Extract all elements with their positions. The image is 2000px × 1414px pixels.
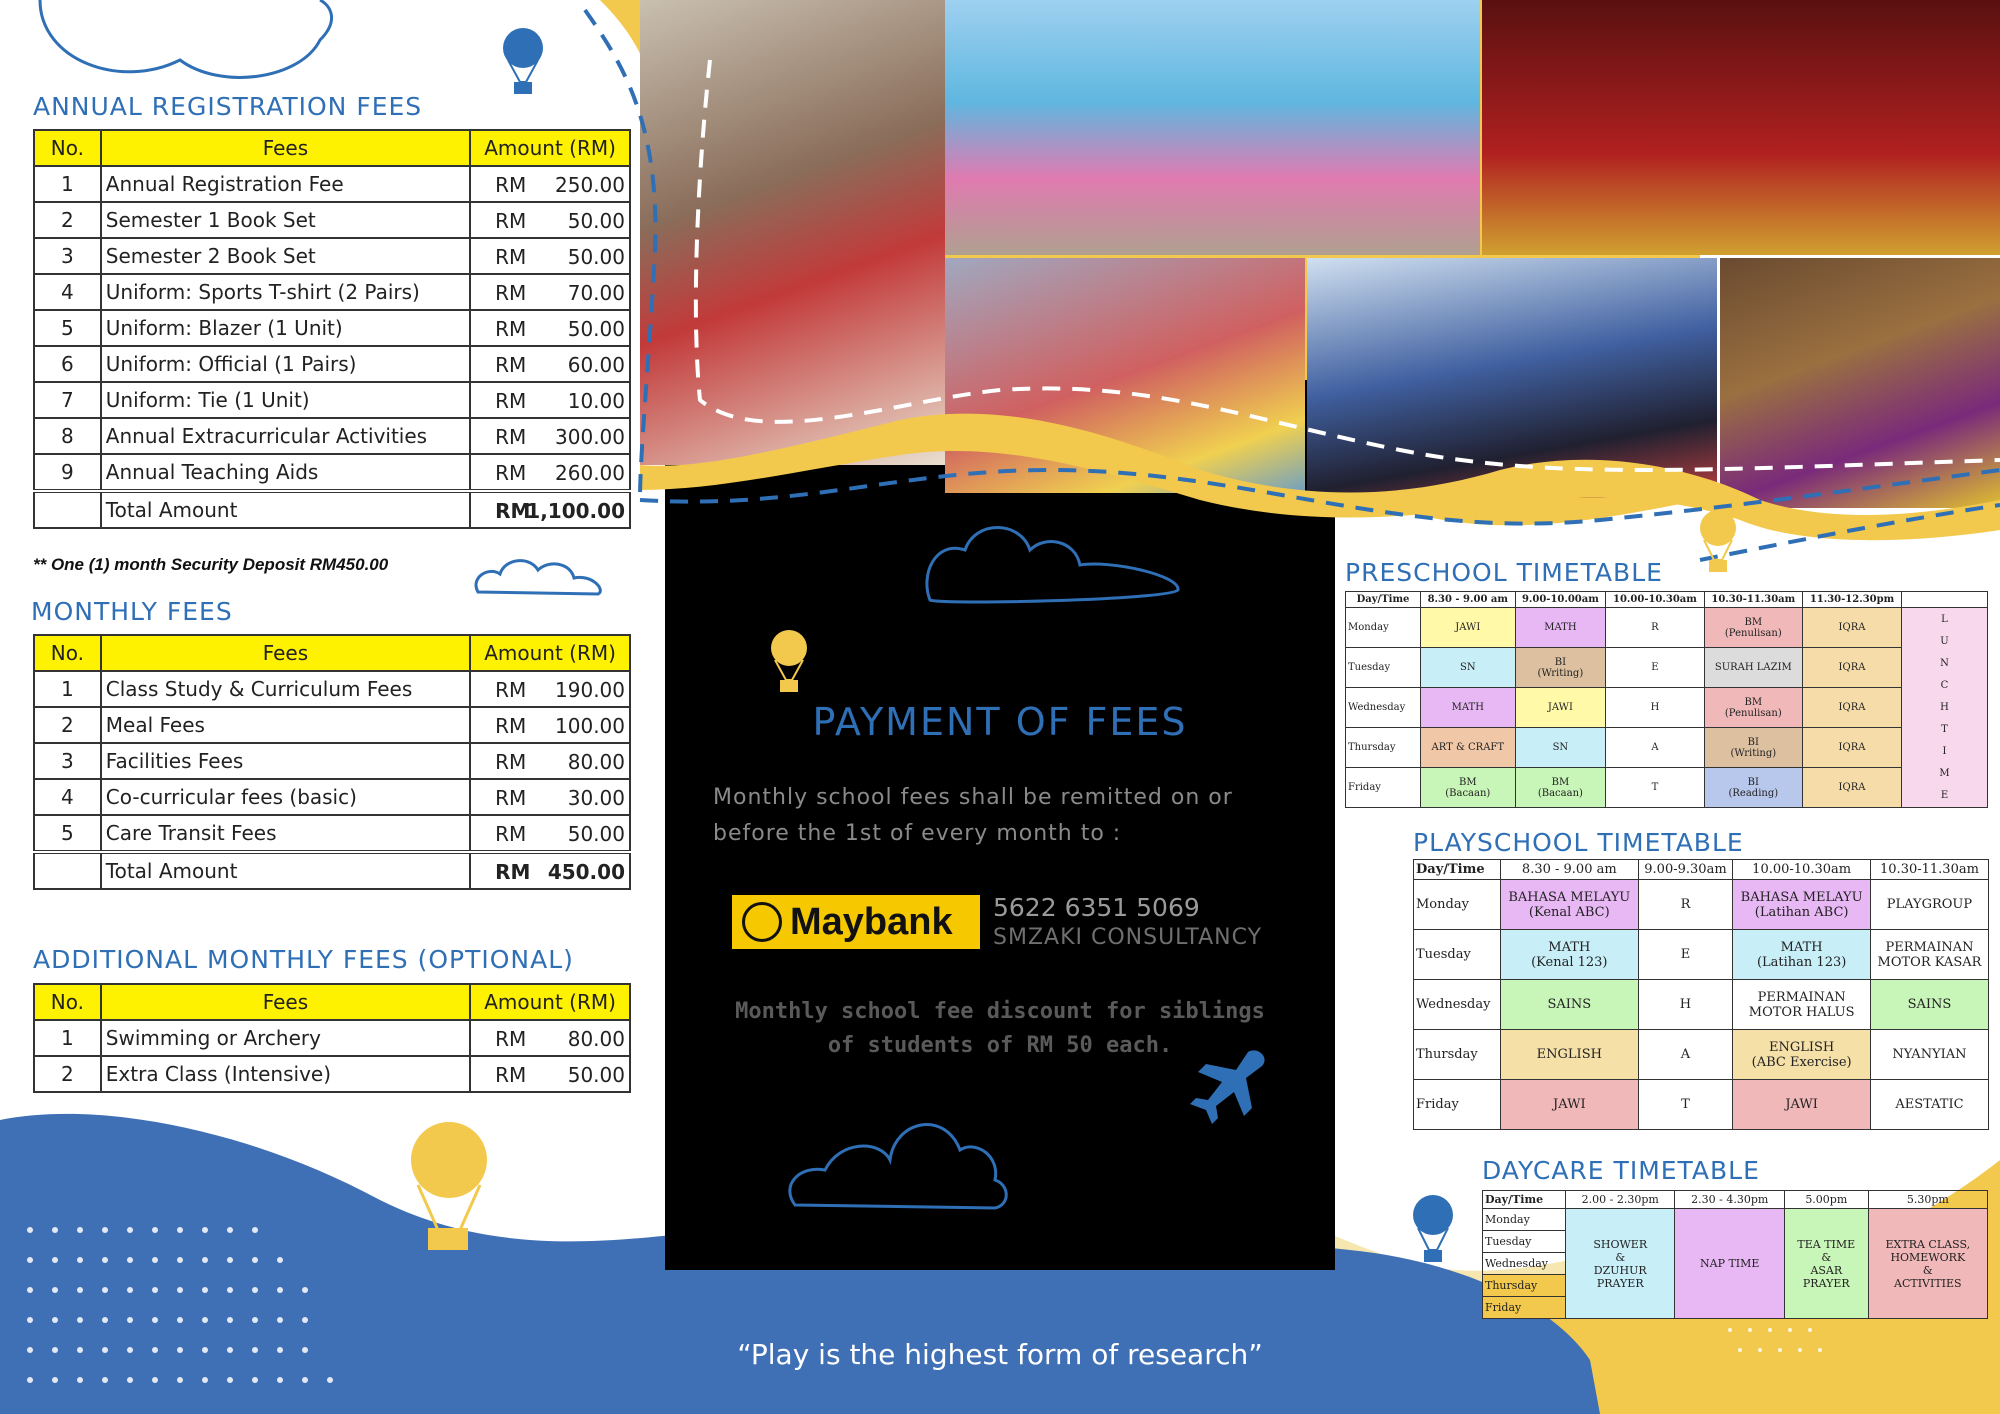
table-row (34, 454, 630, 491)
class-cell: SURAH LAZIM (1704, 648, 1802, 688)
header-fees: Fees (101, 984, 470, 1020)
class-cell: MATH (1421, 688, 1516, 728)
class-cell: A (1638, 1030, 1733, 1080)
row-number: 3 (34, 743, 101, 779)
day-label: Thursday (1483, 1275, 1566, 1297)
class-cell: E (1638, 930, 1733, 980)
row-number: 2 (34, 1056, 101, 1092)
payment-title: PAYMENT OF FEES (812, 700, 1188, 744)
quote: “Play is the highest form of research” (737, 1338, 1263, 1371)
account-holder: SMZAKI CONSULTANCY (993, 925, 1263, 950)
currency: RM (495, 1027, 527, 1051)
additional-fees-title: ADDITIONAL MONTHLY FEES (OPTIONAL) (33, 945, 574, 974)
cloud-small-left (476, 561, 600, 594)
column-header: Day/Time (1346, 592, 1421, 608)
sibling-discount: Monthly school fee discount for siblings of students of RM 50 each. (735, 999, 1265, 1058)
balloon-blue-top (503, 28, 543, 94)
column-header: Day/Time (1414, 860, 1501, 880)
day-label: Friday (1346, 768, 1421, 808)
header-amount: Amount (RM) (470, 984, 630, 1020)
bank-name: Maybank (790, 900, 953, 943)
activity-cell: EXTRA CLASS, HOMEWORK & ACTIVITIES (1868, 1209, 1987, 1319)
class-cell: IQRA (1803, 728, 1902, 768)
amount: 100.00 (555, 714, 625, 738)
daycare-title: DAYCARE TIMETABLE (1482, 1156, 1760, 1185)
class-cell: NYANYIAN (1870, 1030, 1988, 1080)
day-label: Tuesday (1483, 1231, 1566, 1253)
column-header: 2.00 - 2.30pm (1566, 1191, 1675, 1209)
row-number: 1 (34, 1020, 101, 1056)
amount: 80.00 (567, 1027, 625, 1051)
amount: 10.00 (567, 389, 625, 413)
currency: RM (495, 750, 527, 774)
column-header: 8.30 - 9.00 am (1501, 860, 1639, 880)
class-cell: R (1606, 608, 1704, 648)
currency: RM (495, 822, 527, 846)
fee-name: Annual Registration Fee (101, 166, 470, 202)
table-row (1346, 688, 1988, 728)
class-cell: H (1606, 688, 1704, 728)
activity-cell: TEA TIME & ASAR PRAYER (1784, 1209, 1868, 1319)
amount: 190.00 (555, 678, 625, 702)
table-row (34, 779, 630, 815)
balloon-yellow-big (411, 1122, 487, 1250)
tiger-icon (742, 902, 782, 942)
day-label: Monday (1414, 880, 1501, 930)
amount: 300.00 (555, 425, 625, 449)
column-header: 10.30-11.30am (1870, 860, 1988, 880)
table-row (34, 346, 630, 382)
daycare-timetable (1482, 1190, 1988, 1319)
column-header: 2.30 - 4.30pm (1675, 1191, 1784, 1209)
day-label: Monday (1483, 1209, 1566, 1231)
day-label: Friday (1483, 1297, 1566, 1319)
column-header: 5.30pm (1868, 1191, 1987, 1209)
monthly-fees-table (33, 634, 631, 890)
amount: 70.00 (567, 281, 625, 305)
class-cell: A (1606, 728, 1704, 768)
payment-instructions: Monthly school fees shall be remitted on or before the 1st of every month to : (713, 785, 1233, 846)
amount: 80.00 (567, 750, 625, 774)
header-no: No. (34, 984, 101, 1020)
header-row (1483, 1191, 1988, 1209)
total-rm: RM (495, 860, 531, 884)
additional-fees-table (33, 983, 631, 1093)
fee-name: Semester 2 Book Set (101, 238, 470, 274)
table-header-row (34, 984, 630, 1020)
amount: 250.00 (555, 173, 625, 197)
account-number: 5622 6351 5069 (993, 893, 1200, 922)
currency: RM (495, 786, 527, 810)
fee-name: Facilities Fees (101, 743, 470, 779)
day-label: Monday (1346, 608, 1421, 648)
fee-name: Uniform: Official (1 Pairs) (101, 346, 470, 382)
fee-name: Annual Extracurricular Activities (101, 418, 470, 454)
class-cell: H (1638, 980, 1733, 1030)
column-header: 10.00-10.30am (1733, 860, 1871, 880)
amount: 50.00 (567, 209, 625, 233)
class-cell: BAHASA MELAYU (Kenal ABC) (1501, 880, 1639, 930)
table-row (34, 166, 630, 202)
currency: RM (495, 245, 527, 269)
balloon-blue-bottom (1413, 1195, 1453, 1262)
total-value: 450.00 (547, 860, 625, 884)
table-row (34, 1020, 630, 1056)
monthly-fees-title: MONTHLY FEES (31, 597, 233, 626)
currency: RM (495, 425, 527, 449)
day-label: Thursday (1414, 1030, 1501, 1080)
class-cell: BI (Writing) (1515, 648, 1606, 688)
currency: RM (495, 1063, 527, 1087)
amount: 30.00 (567, 786, 625, 810)
table-header-row (34, 130, 630, 166)
class-cell: BM (Penulisan) (1704, 688, 1802, 728)
column-header: 10.00-10.30am (1606, 592, 1704, 608)
fee-name: Uniform: Tie (1 Unit) (101, 382, 470, 418)
amount: 50.00 (567, 822, 625, 846)
currency: RM (495, 461, 527, 485)
fee-name: Uniform: Blazer (1 Unit) (101, 310, 470, 346)
class-cell: BM (Bacaan) (1515, 768, 1606, 808)
row-number: 4 (34, 274, 101, 310)
currency: RM (495, 317, 527, 341)
class-cell: BM (Penulisan) (1704, 608, 1802, 648)
table-row (34, 815, 630, 852)
table-row (1414, 930, 1989, 980)
row-number: 6 (34, 346, 101, 382)
table-row (34, 274, 630, 310)
table-row (1414, 1080, 1989, 1130)
class-cell: MATH (Latihan 123) (1733, 930, 1871, 980)
class-cell: JAWI (1733, 1080, 1871, 1130)
fee-name: Uniform: Sports T-shirt (2 Pairs) (101, 274, 470, 310)
fee-name: Annual Teaching Aids (101, 454, 470, 491)
class-cell: T (1638, 1080, 1733, 1130)
table-row (34, 707, 630, 743)
row-number: 2 (34, 202, 101, 238)
currency: RM (495, 353, 527, 377)
fee-name: Co-curricular fees (basic) (101, 779, 470, 815)
row-number: 3 (34, 238, 101, 274)
table-row (1483, 1209, 1988, 1231)
day-label: Tuesday (1414, 930, 1501, 980)
class-cell: JAWI (1421, 608, 1516, 648)
class-cell: R (1638, 880, 1733, 930)
class-cell: SAINS (1870, 980, 1988, 1030)
preschool-title: PRESCHOOL TIMETABLE (1345, 558, 1663, 587)
class-cell: PLAYGROUP (1870, 880, 1988, 930)
currency: RM (495, 678, 527, 702)
preschool-timetable (1345, 591, 1988, 808)
day-label: Friday (1414, 1080, 1501, 1130)
maybank-logo (732, 895, 980, 949)
class-cell: T (1606, 768, 1704, 808)
currency: RM (495, 281, 527, 305)
class-cell: PERMAINAN MOTOR KASAR (1870, 930, 1988, 980)
column-header: 8.30 - 9.00 am (1421, 592, 1516, 608)
column-header: 11.30-12.30pm (1803, 592, 1902, 608)
table-row (1414, 880, 1989, 930)
total-row (34, 852, 630, 889)
row-number: 2 (34, 707, 101, 743)
currency: RM (495, 173, 527, 197)
fee-name: Class Study & Curriculum Fees (101, 671, 470, 707)
cloud-panel-top (927, 528, 1178, 602)
class-cell: AESTATIC (1870, 1080, 1988, 1130)
class-cell: BAHASA MELAYU (Latihan ABC) (1733, 880, 1871, 930)
day-label: Tuesday (1346, 648, 1421, 688)
activity-cell: NAP TIME (1675, 1209, 1784, 1319)
column-header: 10.30-11.30am (1704, 592, 1802, 608)
row-number: 9 (34, 454, 101, 491)
column-header: 9.00-10.00am (1515, 592, 1606, 608)
table-row (1414, 1030, 1989, 1080)
dashed-path-white (696, 60, 2000, 470)
table-row (34, 202, 630, 238)
row-number: 4 (34, 779, 101, 815)
class-cell: JAWI (1501, 1080, 1639, 1130)
table-row (34, 671, 630, 707)
fee-name: Semester 1 Book Set (101, 202, 470, 238)
activity-cell: SHOWER & DZUHUR PRAYER (1566, 1209, 1675, 1319)
class-cell: MATH (Kenal 123) (1501, 930, 1639, 980)
column-header: 5.00pm (1784, 1191, 1868, 1209)
column-header: Day/Time (1483, 1191, 1566, 1209)
total-value: 1,100.00 (526, 499, 625, 523)
table-row (1346, 728, 1988, 768)
row-number: 1 (34, 166, 101, 202)
fee-name: Extra Class (Intensive) (101, 1056, 470, 1092)
row-number: 8 (34, 418, 101, 454)
row-number: 5 (34, 815, 101, 852)
table-row (34, 238, 630, 274)
row-number: 7 (34, 382, 101, 418)
amount: 50.00 (567, 245, 625, 269)
total-label: Total Amount (101, 491, 470, 528)
fee-name: Meal Fees (101, 707, 470, 743)
table-row (34, 418, 630, 454)
total-label: Total Amount (101, 852, 470, 889)
header-row (1346, 592, 1988, 608)
table-row (1414, 980, 1989, 1030)
table-row (1346, 608, 1988, 648)
column-header: 9.00-9.30am (1638, 860, 1733, 880)
class-cell: E (1606, 648, 1704, 688)
day-label: Wednesday (1414, 980, 1501, 1030)
table-row (1346, 648, 1988, 688)
fee-name: Care Transit Fees (101, 815, 470, 852)
header-amount: Amount (RM) (470, 635, 630, 671)
row-number: 5 (34, 310, 101, 346)
table-row (1346, 768, 1988, 808)
table-row (34, 310, 630, 346)
table-header-row (34, 635, 630, 671)
fee-name: Swimming or Archery (101, 1020, 470, 1056)
class-cell: BI (Writing) (1704, 728, 1802, 768)
header-fees: Fees (101, 130, 470, 166)
class-cell: IQRA (1803, 608, 1902, 648)
class-cell: SN (1421, 648, 1516, 688)
class-cell: ART & CRAFT (1421, 728, 1516, 768)
day-label: Wednesday (1483, 1253, 1566, 1275)
header-amount: Amount (RM) (470, 130, 630, 166)
table-row (34, 1056, 630, 1092)
table-row (34, 743, 630, 779)
table-row (34, 382, 630, 418)
class-cell: SN (1515, 728, 1606, 768)
class-cell: JAWI (1515, 688, 1606, 728)
class-cell: ENGLISH (1501, 1030, 1639, 1080)
class-cell: BI (Reading) (1704, 768, 1802, 808)
day-label: Wednesday (1346, 688, 1421, 728)
amount: 50.00 (567, 1063, 625, 1087)
class-cell: IQRA (1803, 688, 1902, 728)
class-cell: IQRA (1803, 648, 1902, 688)
currency: RM (495, 714, 527, 738)
header-row (1414, 860, 1989, 880)
column-header (1902, 592, 1988, 608)
security-deposit-note: ** One (1) month Security Deposit RM450.00 (33, 555, 389, 574)
currency: RM (495, 389, 527, 413)
total-rm: RM (495, 499, 531, 523)
header-no: No. (34, 635, 101, 671)
row-number: 1 (34, 671, 101, 707)
lunch-time: L U N C H T I M E (1902, 608, 1988, 808)
amount: 60.00 (567, 353, 625, 377)
class-cell: IQRA (1803, 768, 1902, 808)
cloud-panel-bottom (790, 1125, 1006, 1208)
currency: RM (495, 209, 527, 233)
class-cell: ENGLISH (ABC Exercise) (1733, 1030, 1871, 1080)
amount: 50.00 (567, 317, 625, 341)
playschool-timetable (1413, 859, 1989, 1130)
balloon-yellow-right (1700, 510, 1736, 572)
balloon-yellow-panel (771, 630, 807, 692)
class-cell: PERMAINAN MOTOR HALUS (1733, 980, 1871, 1030)
playschool-title: PLAYSCHOOL TIMETABLE (1413, 828, 1744, 857)
annual-fees-title: ANNUAL REGISTRATION FEES (33, 92, 423, 121)
class-cell: BM (Bacaan) (1421, 768, 1516, 808)
day-label: Thursday (1346, 728, 1421, 768)
class-cell: SAINS (1501, 980, 1639, 1030)
class-cell: MATH (1515, 608, 1606, 648)
header-fees: Fees (101, 635, 470, 671)
total-row (34, 491, 630, 528)
amount: 260.00 (555, 461, 625, 485)
annual-fees-table (33, 129, 631, 529)
header-no: No. (34, 130, 101, 166)
